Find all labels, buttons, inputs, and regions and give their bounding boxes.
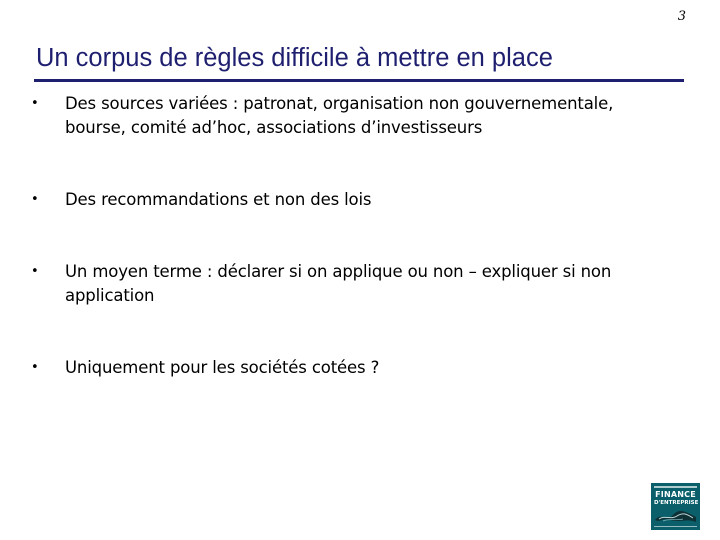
- bullet-dot-icon: •: [31, 192, 39, 207]
- cover-top-strip: [654, 486, 697, 488]
- title-underline: [34, 79, 684, 82]
- cover-illustration-icon: [653, 508, 698, 524]
- bullet-text: Uniquement pour les sociétés cotées ?: [65, 358, 380, 377]
- slide-number: 3: [677, 9, 686, 24]
- bullet-dot-icon: •: [31, 264, 39, 279]
- bullet-dot-icon: •: [31, 96, 39, 111]
- bullet-text: Des recommandations et non des lois: [65, 190, 372, 209]
- bullet-dot-icon: •: [31, 360, 39, 375]
- cover-title-finance: FINANCE: [655, 490, 696, 499]
- book-cover-logo: [651, 483, 700, 530]
- bullet-text: Un moyen terme : déclarer si on applique ou non – expliquer si non application: [65, 262, 612, 305]
- bullet-text: Des sources variées : patronat, organisation non gouvernementale, bourse, comité ad’hoc, associations d’investisseurs: [65, 94, 614, 137]
- cover-bottom-strip: [654, 526, 697, 527]
- bullet-item: [31, 260, 671, 308]
- bullet-item: [31, 356, 671, 380]
- bullet-item: [31, 92, 671, 140]
- slide-title: Un corpus de règles difficile à mettre en place: [36, 44, 553, 72]
- bullet-item: [31, 188, 671, 212]
- cover-title-entreprise: D'ENTREPRISE: [654, 500, 699, 506]
